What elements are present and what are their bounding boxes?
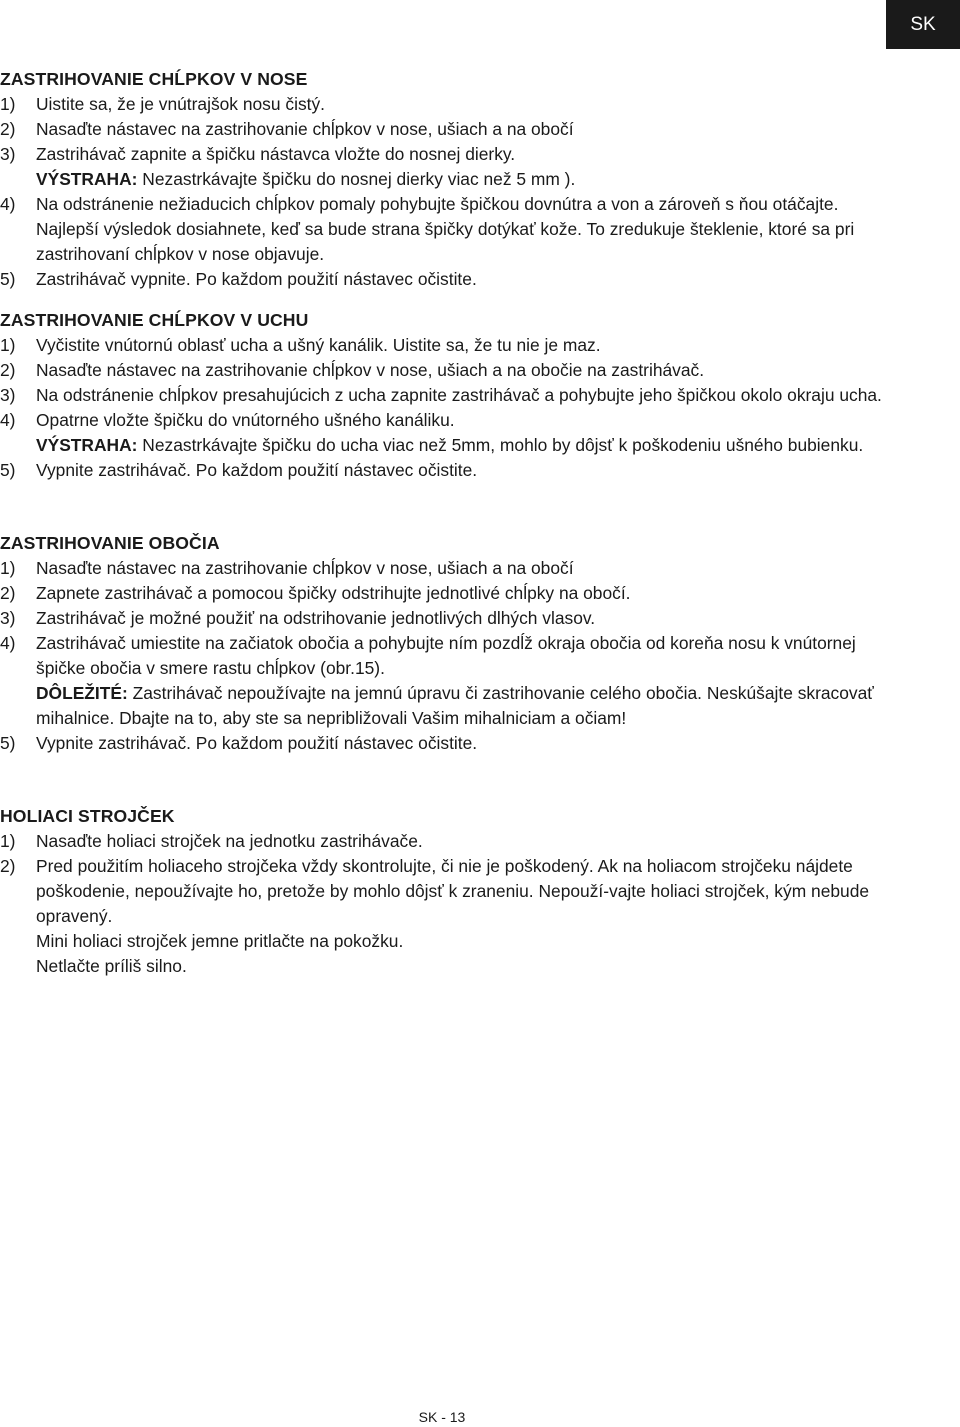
warning-line (36, 167, 900, 192)
warning-text: Nezastrkávajte špičku do nosnej dierky viac než 5 mm ). (142, 169, 576, 189)
section-title: ZASTRIHOVANIE CHĹPKOV V NOSE (0, 69, 308, 89)
list-item (0, 458, 900, 483)
item-text: Zastrihávač umiestite na začiatok obočia a pohybujte ním pozdĺž okraja obočia od koreňa nosu k vnútornej špičke obočia v smere rastu chĺpkov (obr.15). (36, 633, 856, 678)
section-nose-trimming (0, 66, 900, 292)
warning-line (36, 681, 900, 731)
item-number: 1) (0, 558, 16, 578)
list-item (0, 581, 900, 606)
item-number: 5) (0, 733, 16, 753)
item-text: Vyčistite vnútornú oblasť ucha a ušný kanálik. Uistite sa, že tu nie je maz. (36, 335, 601, 355)
item-number: 2) (0, 856, 16, 876)
item-number: 2) (0, 119, 16, 139)
item-number: 1) (0, 831, 16, 851)
section-title: ZASTRIHOVANIE OBOČIA (0, 533, 220, 553)
section-eyebrow-trimming (0, 530, 900, 756)
section-ear-trimming (0, 307, 900, 483)
item-text: Na odstránenie nežiaducich chĺpkov pomaly pohybujte špičkou dovnútra a von a zároveň s ňou otáčajte. Najlepší výsledok dosiahnete, keď sa bude strana špičky dotýkať kože. To zredukuje šteklenie, ktoré sa pri zastrihovaní chĺpkov v nose objavuje. (36, 194, 855, 264)
warning-line (36, 433, 900, 458)
warning-label: VÝSTRAHA: (36, 435, 138, 455)
item-text: Zapnete zastrihávač a pomocou špičky odstrihujte jednotlivé chĺpky na obočí. (36, 583, 631, 603)
list-item (0, 631, 900, 731)
warning-text: Nezastrkávajte špičku do ucha viac než 5mm, mohlo by dôjsť k poškodeniu ušného bubienku. (142, 435, 864, 455)
instruction-list (0, 92, 900, 292)
item-text: Nasaďte nástavec na zastrihovanie chĺpkov v nose, ušiach a na obočí (36, 558, 574, 578)
item-text: Vypnite zastrihávač. Po každom použití nástavec očistite. (36, 460, 478, 480)
instruction-list (0, 829, 900, 979)
item-text: Pred použitím holiaceho strojčeka vždy skontrolujte, či nie je poškodený. Ak na holiacom strojčeku nájdete poškodenie, nepoužívajte ho, pretože by mohlo dôjsť k zraneniu. Nepouží-vajte holiaci strojček, kým nebude opravený. (36, 856, 870, 926)
warning-label: DÔLEŽITÉ: (36, 683, 128, 703)
item-number: 5) (0, 460, 16, 480)
list-item (0, 92, 900, 117)
item-text: Nasaďte nástavec na zastrihovanie chĺpkov v nose, ušiach a na obočí (36, 119, 574, 139)
list-item (0, 142, 900, 192)
list-item (0, 358, 900, 383)
item-number: 4) (0, 633, 16, 653)
item-text: Opatrne vložte špičku do vnútorného ušného kanáliku. (36, 410, 455, 430)
section-title: ZASTRIHOVANIE CHĹPKOV V UCHU (0, 310, 309, 330)
list-item (0, 408, 900, 458)
item-text: Zastrihávač vypnite. Po každom použití nástavec očistite. (36, 269, 477, 289)
item-number: 3) (0, 608, 16, 628)
item-text: Zastrihávač zapnite a špičku nástavca vložte do nosnej dierky. (36, 144, 516, 164)
item-extra-text: Netlačte príliš silno. (36, 956, 187, 976)
list-item (0, 192, 900, 267)
item-text: Na odstránenie chĺpkov presahujúcich z ucha zapnite zastrihávač a pohybujte jeho špičkou okolo okraju ucha. (36, 385, 882, 405)
section-title: HOLIACI STROJČEK (0, 806, 175, 826)
item-number: 3) (0, 385, 16, 405)
item-text: Nasaďte nástavec na zastrihovanie chĺpkov v nose, ušiach a na obočie na zastrihávač. (36, 360, 705, 380)
item-text: Uistite sa, že je vnútrajšok nosu čistý. (36, 94, 325, 114)
list-item (0, 606, 900, 631)
list-item (0, 556, 900, 581)
warning-text: Zastrihávač nepoužívajte na jemnú úpravu či zastrihovanie celého obočia. Neskúšajte skracovať mihalnice. Dbajte na to, aby ste sa nepribližovali Vašim mihalniciam a očiam! (36, 683, 874, 728)
item-text: Nasaďte holiaci strojček na jednotku zastrihávače. (36, 831, 423, 851)
item-number: 4) (0, 410, 16, 430)
item-number: 2) (0, 360, 16, 380)
item-number: 1) (0, 335, 16, 355)
item-number: 3) (0, 144, 16, 164)
item-number: 2) (0, 583, 16, 603)
section-shaver (0, 803, 900, 979)
list-item (0, 267, 900, 292)
instruction-list (0, 556, 900, 756)
instruction-list (0, 333, 900, 483)
item-text: Vypnite zastrihávač. Po každom použití nástavec očistite. (36, 733, 478, 753)
item-extra-text: Mini holiaci strojček jemne pritlačte na pokožku. (36, 931, 404, 951)
item-number: 1) (0, 94, 16, 114)
list-item (0, 117, 900, 142)
language-badge: SK (886, 0, 960, 49)
list-item (0, 829, 900, 854)
page-number: SK - 13 (418, 1409, 466, 1425)
list-item (0, 333, 900, 358)
warning-label: VÝSTRAHA: (36, 169, 138, 189)
list-item (0, 854, 900, 979)
document-body (0, 66, 900, 979)
item-text: Zastrihávač je možné použiť na odstrihovanie jednotlivých dlhých vlasov. (36, 608, 596, 628)
list-item (0, 383, 900, 408)
list-item (0, 731, 900, 756)
item-number: 5) (0, 269, 16, 289)
item-number: 4) (0, 194, 16, 214)
